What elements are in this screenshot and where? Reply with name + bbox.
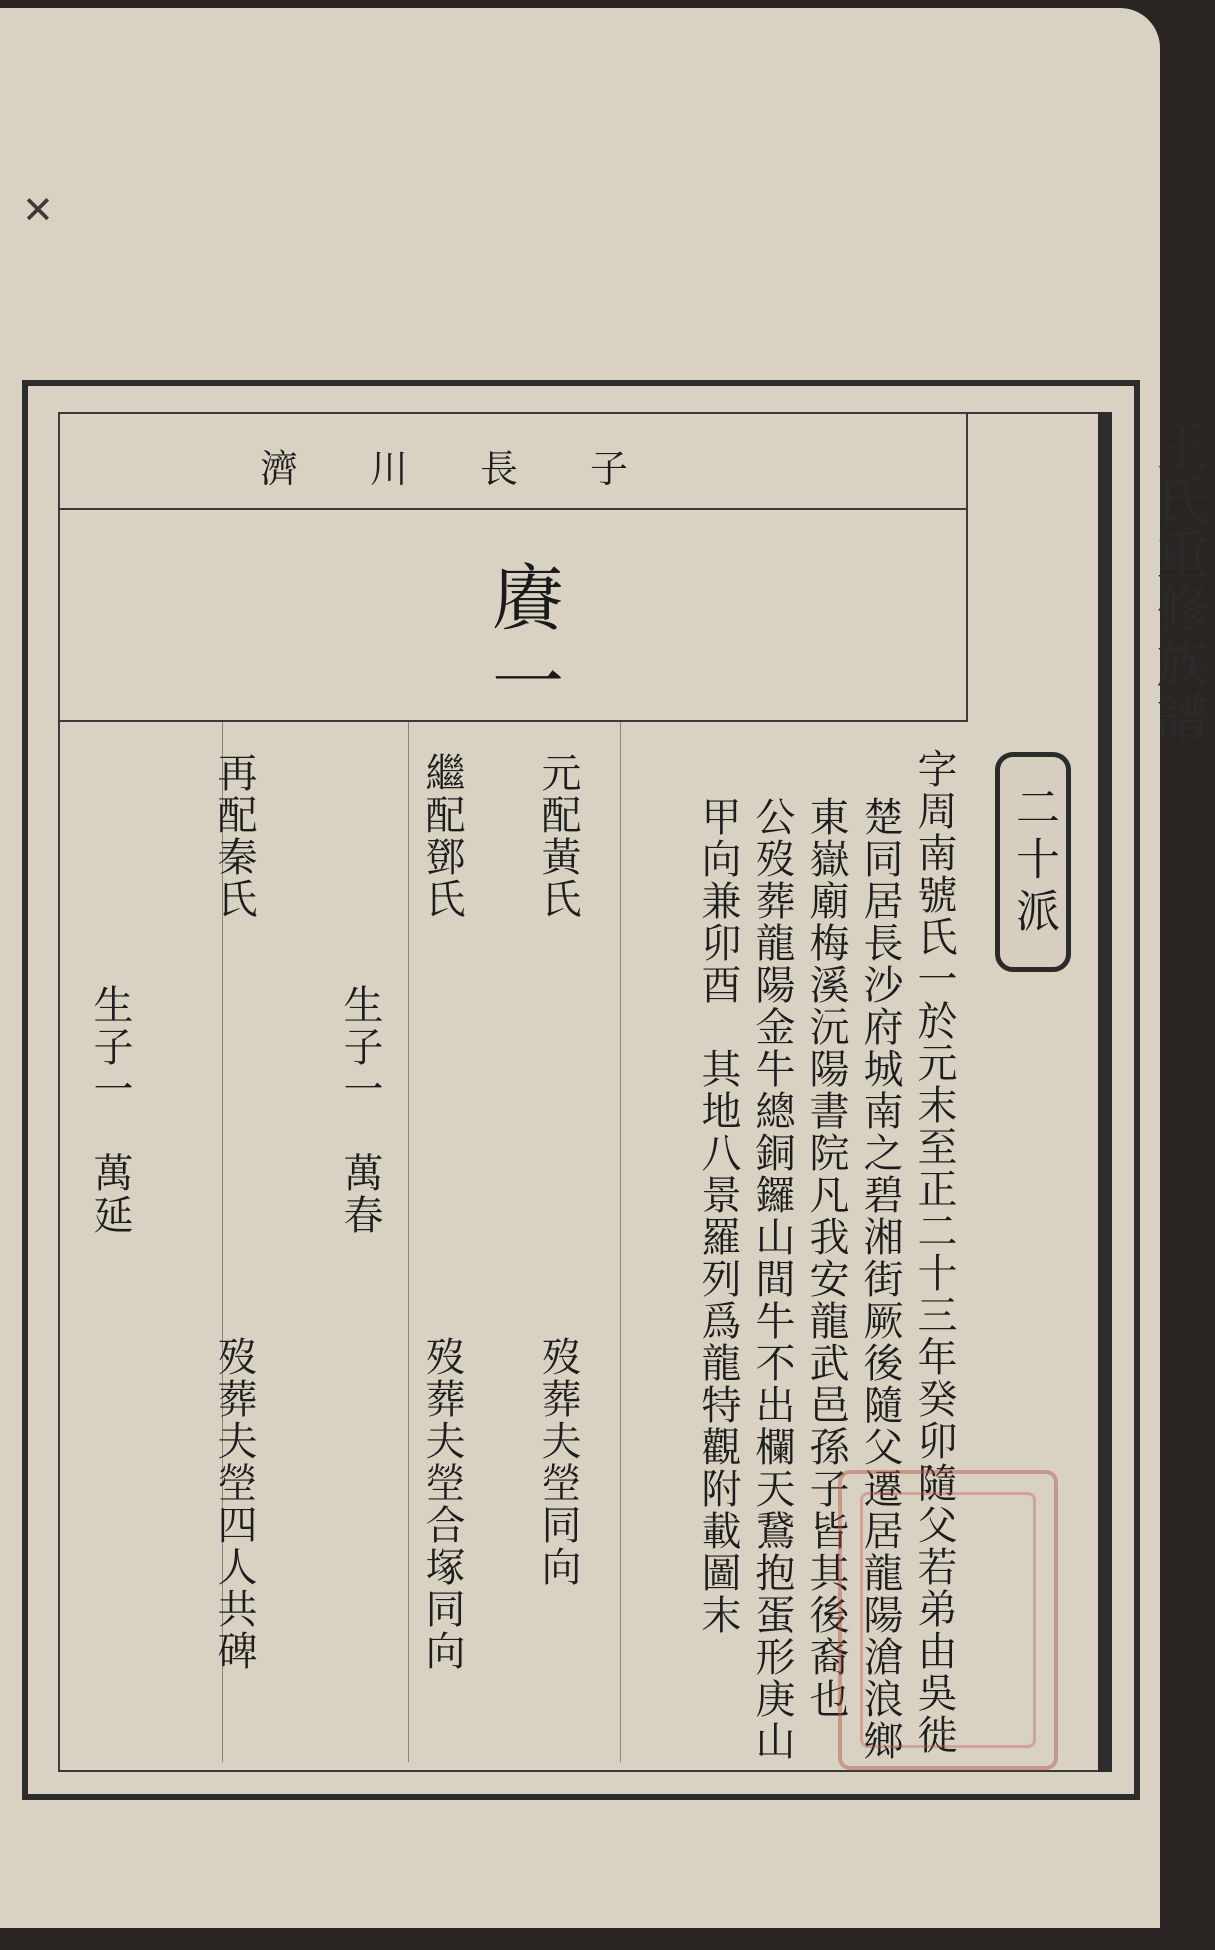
branch-line: 濟川長子: [259, 447, 700, 491]
spouse-title: 繼配鄧氏: [419, 752, 465, 920]
spouse-title: 元配黃氏: [535, 752, 581, 920]
red-seal-stamp: [838, 1470, 1058, 1770]
biography-line: 字周南號氏一於元末至正二十三年癸卯隨父若弟由吳徙: [911, 748, 957, 1756]
column-rule: [408, 722, 409, 1762]
ancestor-name: 賡一: [480, 560, 564, 728]
spouse-title: 再配秦氏: [211, 752, 257, 920]
biography-line: 甲向兼卯酉 其地八景羅列爲龍特觀附載圖末: [695, 796, 741, 1636]
biography-line: 公歿葬龍陽金牛總銅鑼山間牛不出欄天鵞抱蛋形庚山: [749, 796, 795, 1762]
corner-mark: ✕: [22, 188, 54, 232]
right-border-bar: [1098, 412, 1112, 1772]
biography-line: 東嶽廟梅溪沅陽書院凡我安龍武邑孫子皆其後裔也: [803, 796, 849, 1720]
spouse-burial: 歿葬夫塋四人共碑: [211, 1336, 257, 1672]
spouse-burial: 歿葬夫塋同向: [535, 1336, 581, 1588]
spouse-children: 生子一 萬延: [87, 984, 133, 1236]
side-title: 王氏重修族譜: [1147, 420, 1207, 744]
header-divider: [58, 508, 968, 510]
spouse-burial: 歿葬夫塋合塚同向: [419, 1336, 465, 1672]
column-rule: [620, 722, 621, 1762]
spouse-children: 生子一 萬春: [337, 984, 383, 1236]
generation-tag: [995, 752, 1071, 972]
biography-line: 楚同居長沙府城南之碧湘街厥後隨父遷居龍陽滄浪鄉: [857, 796, 903, 1762]
generation-tag-label: 二十派: [1008, 784, 1059, 940]
